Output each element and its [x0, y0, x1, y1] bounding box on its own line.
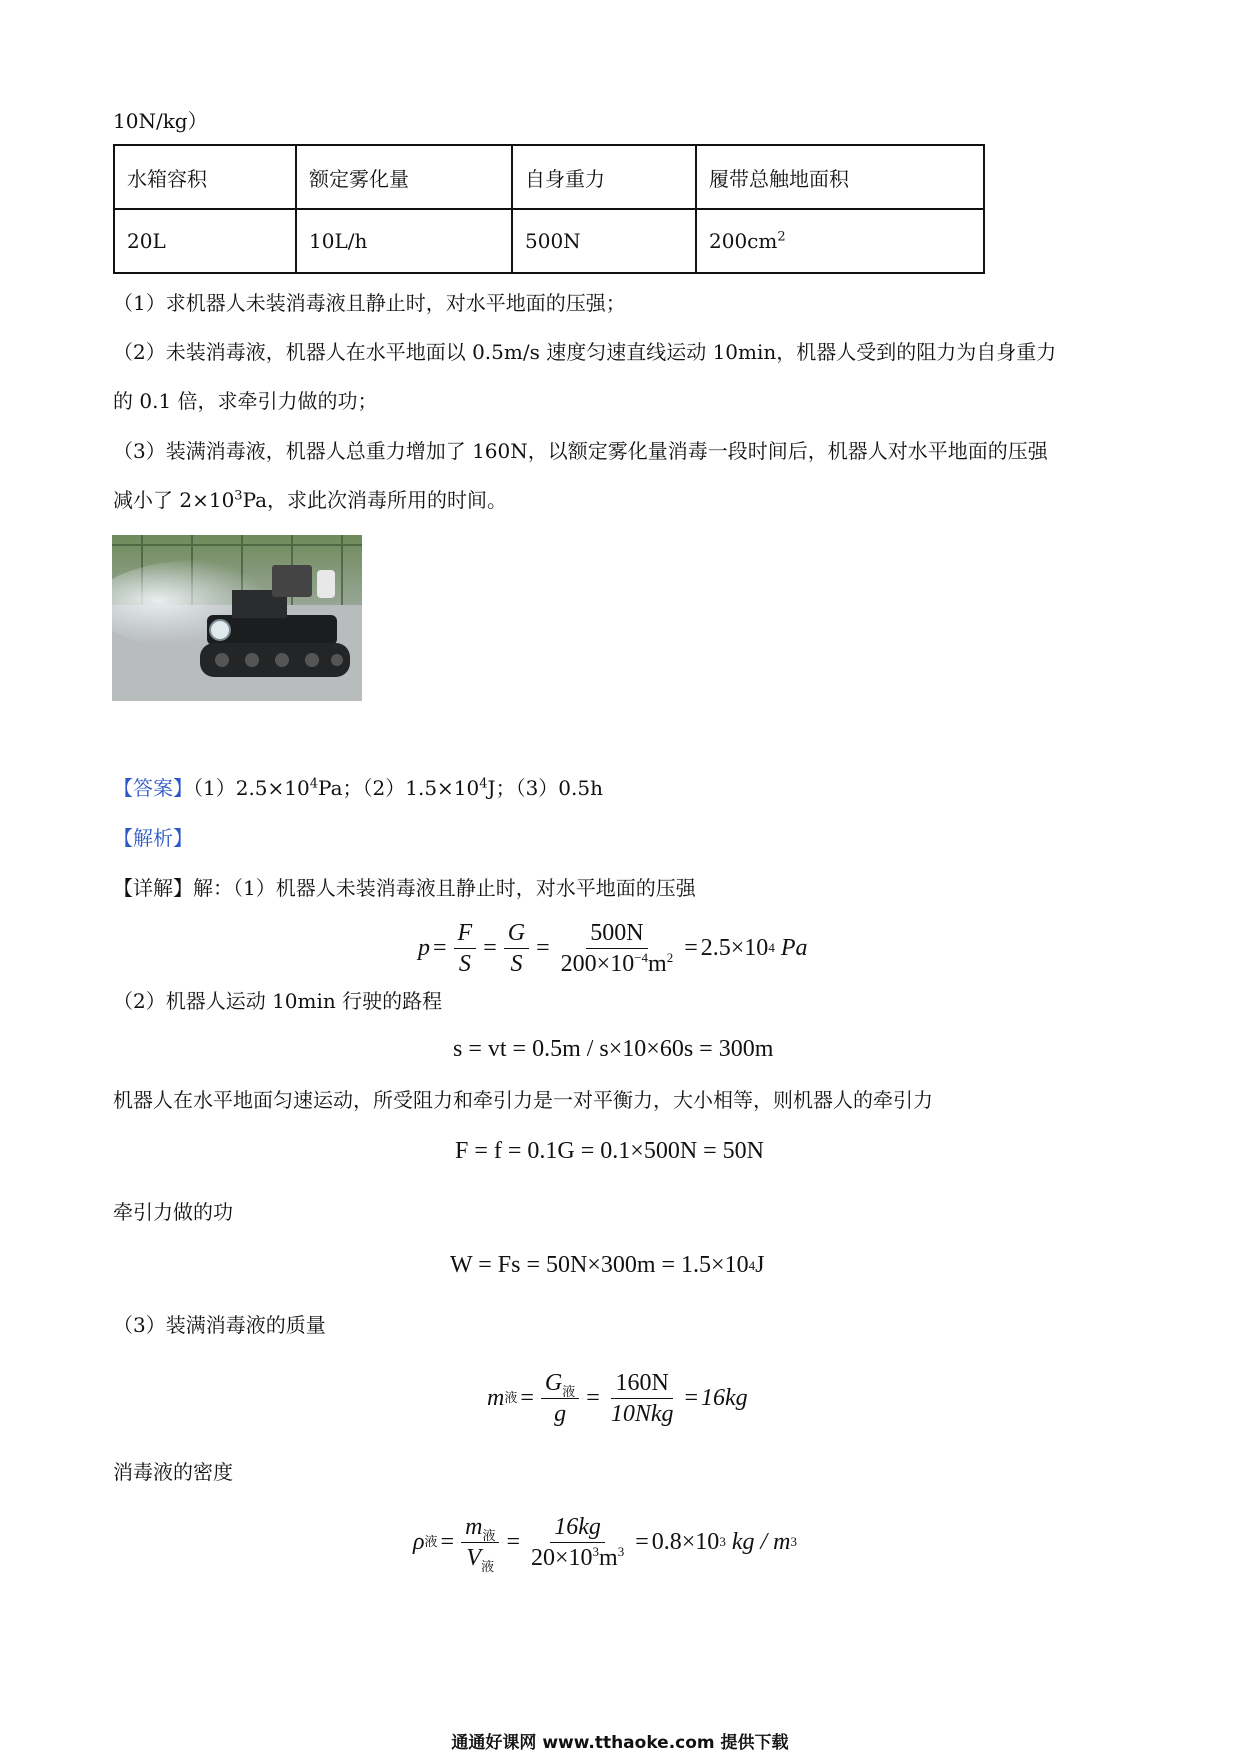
table-row	[114, 145, 984, 209]
table-cell: 500N	[512, 209, 696, 273]
eq1-frac1-num: F	[454, 918, 477, 949]
answer-exponent-2: 4	[479, 776, 488, 792]
answer-exponent-1: 4	[309, 776, 319, 792]
question-3-line-2	[113, 485, 507, 515]
eq6-lhs: ρ	[413, 1528, 425, 1555]
question-2-line-2: 的 0.1 倍，求牵引力做的功；	[113, 389, 378, 413]
line-work: 牵引力做的功	[113, 1200, 233, 1224]
eq1-frac3-den	[557, 949, 678, 979]
eq1-frac2-num: G	[504, 918, 529, 949]
line-q2-distance: （2）机器人运动 10min 行驶的路程	[113, 989, 443, 1013]
eq6-frac2-num: 16kg	[550, 1512, 605, 1543]
table-header-cell: 水箱容积	[114, 145, 296, 209]
spec-table	[113, 144, 985, 274]
eq6-frac1-num: m	[465, 1513, 483, 1540]
eq1-den-pre: 200×10	[560, 950, 635, 977]
question-3-text: 减小了 2×10	[113, 488, 235, 512]
table-cell	[696, 209, 984, 273]
question-3-line-1: （3）装满消毒液，机器人总重力增加了 160N，以额定雾化量消毒一段时间后，机器人对水平地面的压强	[113, 439, 1048, 463]
area-value: 200cm	[709, 229, 778, 253]
eq5-frac1-num: G	[544, 1369, 563, 1396]
eq6-den-unit: m	[599, 1544, 618, 1571]
eq6-frac1-num-sub: 液	[482, 1527, 496, 1543]
detail-text: 解：（1）机器人未装消毒液且静止时，对水平地面的压强	[193, 876, 696, 900]
robot-photo	[112, 535, 362, 701]
question-2-line-1: （2）未装消毒液，机器人在水平地面以 0.5m/s 速度匀速直线运动 10min，机器人受到的阻力为自身重力	[113, 340, 1057, 364]
eq1-rhs-unit: Pa	[780, 934, 808, 961]
answer-text-1: （1）2.5×10	[193, 776, 310, 800]
equation-pressure: p = $\frac{F}{S}$ = $\frac{G}{S}$ = $\frac{500N}{200\times 10^{-4}m^2}$ = 2.5×10 4 Pa	[418, 919, 808, 977]
eq1-frac3-num: 500N	[586, 918, 647, 949]
answer-text-3: J；（3）0.5h	[487, 776, 603, 800]
eq5-frac1-num-sub: 液	[562, 1383, 576, 1399]
answer-line	[113, 773, 603, 803]
question-3-exponent: 3	[234, 488, 243, 504]
eq4-unit: J	[755, 1252, 765, 1278]
eq5-frac1-den: g	[554, 1400, 567, 1427]
table-header-cell: 自身重力	[512, 145, 696, 209]
table-cell: 10L/h	[296, 209, 512, 273]
line-balance: 机器人在水平地面匀速运动，所受阻力和牵引力是一对平衡力，大小相等，则机器人的牵引力	[113, 1088, 933, 1112]
footer-watermark: 通通好课网 www.tthaoke.com 提供下载	[451, 1733, 789, 1753]
table-row	[114, 209, 984, 273]
line-q3-mass: （3）装满消毒液的质量	[113, 1313, 326, 1337]
equation-density: ρ 液 = $\frac{m_液}{V_液}$ = $\frac{16kg}{20\times 10^3m^3}$ = 0.8×10 3 kg / m 3	[413, 1513, 797, 1574]
eq6-rhs-unit: kg / m	[731, 1528, 791, 1555]
eq1-frac1-den: S	[458, 950, 471, 977]
equation-work: W = Fs = 50N×300m = 1.5×10 4 J	[450, 1252, 765, 1278]
eq6-den-exp: 3	[592, 1543, 600, 1559]
eq4-text: W = Fs = 50N×300m = 1.5×10	[450, 1252, 749, 1278]
question-1: （1）求机器人未装消毒液且静止时，对水平地面的压强；	[113, 291, 626, 315]
eq1-den-unit: m	[648, 950, 667, 977]
eq1-frac2-den: S	[510, 950, 523, 977]
eq1-den-exp: −4	[634, 949, 649, 965]
eq6-rhs: 0.8×10	[651, 1528, 720, 1555]
eq1-den-exp2: 2	[666, 949, 674, 965]
line-density: 消毒液的密度	[113, 1460, 233, 1484]
equation-mass: m 液 = $\frac{G_液}{g}$ = $\frac{160N}{\text{10Nkg}}$ = 16kg	[487, 1369, 748, 1427]
eq1-lhs: p	[418, 934, 430, 961]
eq5-frac2-den: 10Nkg	[610, 1400, 674, 1427]
eq5-frac2-num: 160N	[611, 1368, 672, 1399]
equation-distance: s = vt = 0.5m / s×10×60s = 300m	[453, 1036, 774, 1062]
eq6-frac1-den-sub: 液	[481, 1558, 495, 1574]
detail-line	[113, 873, 696, 903]
equation-force: F = f = 0.1G = 0.1×500N = 50N	[455, 1138, 765, 1164]
analysis-label: 【解析】	[113, 826, 193, 850]
eq6-den-pre: 20×10	[531, 1544, 593, 1571]
table-cell: 20L	[114, 209, 296, 273]
eq1-rhs: 2.5×10	[700, 934, 769, 961]
question-3-text-post: Pa，求此次消毒所用的时间。	[242, 488, 508, 512]
answer-text-2: Pa；（2）1.5×10	[318, 776, 480, 800]
area-exponent: 2	[777, 229, 786, 245]
eq6-frac2-den	[527, 1543, 628, 1573]
eq5-rhs: 16kg	[701, 1384, 748, 1411]
eq6-den-exp2: 3	[617, 1543, 625, 1559]
answer-label: 【答案】	[113, 776, 193, 800]
eq6-frac1-den: V	[466, 1544, 482, 1571]
detail-label: 【详解】	[113, 876, 193, 900]
table-header-cell: 额定雾化量	[296, 145, 512, 209]
top-fragment: 10N/kg）	[113, 109, 208, 133]
table-header-cell: 履带总触地面积	[696, 145, 984, 209]
eq5-lhs: m	[487, 1384, 505, 1411]
